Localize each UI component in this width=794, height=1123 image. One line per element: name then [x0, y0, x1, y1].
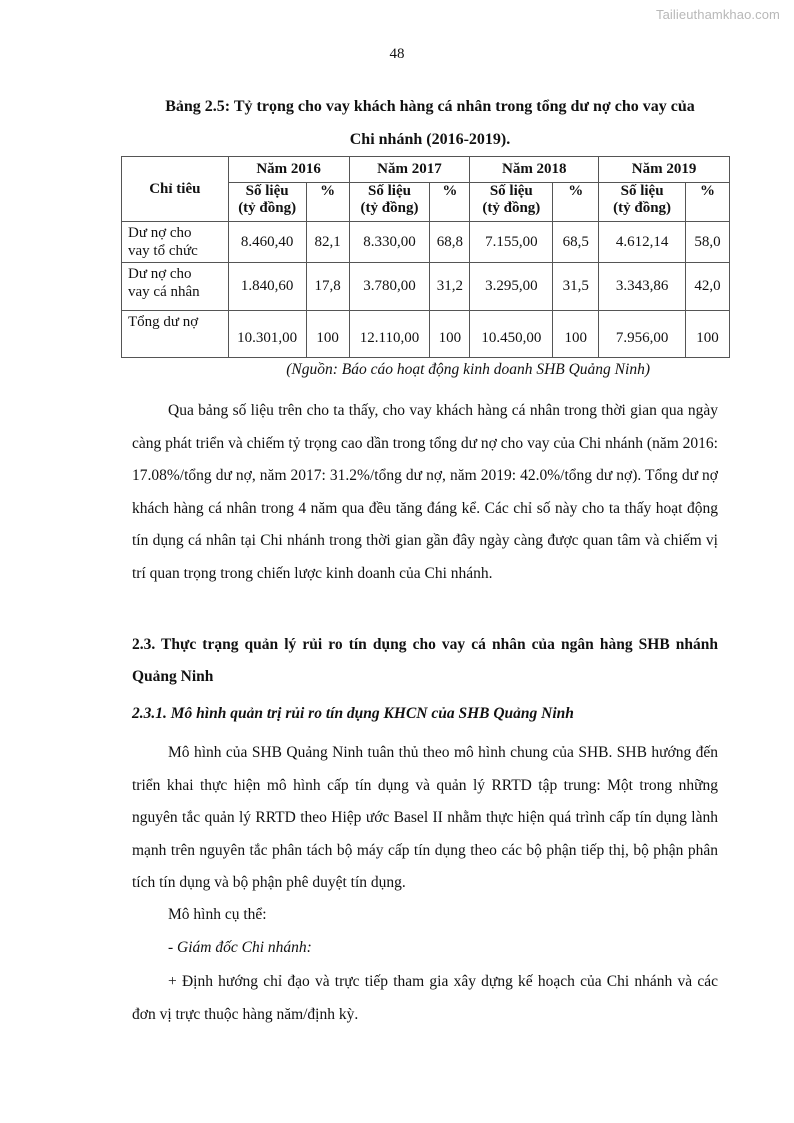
paragraph-model-detail: Mô hình cụ thể:	[168, 906, 267, 923]
cell-value: 12.110,00	[349, 311, 430, 358]
cell-percent: 68,5	[553, 222, 599, 263]
header-percent: %	[430, 183, 470, 222]
header-value-line2: (tỷ đồng)	[360, 200, 419, 216]
header-indicator: Chỉ tiêu	[122, 157, 229, 222]
cell-percent: 31,2	[430, 263, 470, 311]
table-row	[122, 263, 730, 311]
header-percent: %	[553, 183, 599, 222]
row-label-line2: vay cá nhân	[128, 284, 200, 300]
table-row	[122, 222, 730, 263]
cell-percent: 100	[686, 311, 730, 358]
paragraph-model: Mô hình của SHB Quảng Ninh tuân thủ theo mô hình chung của SHB. SHB hướng đến triển khai thực hiện mô hình cấp tín dụng và quản lý RRTD tập trung: Một trong những nguyên tắc quản lý RRTD theo Hiệp ước Basel II nhằm thực hiện quá trình cấp tín dụng lành mạnh trên nguyên tắc phân tách bộ máy cấp tín dụng theo các bộ phận tiếp thị, bộ phận phân tích tín dụng và bộ phận phê duyệt tín dụng.	[132, 744, 718, 892]
cell-value: 3.295,00	[470, 263, 553, 311]
cell-value: 7.956,00	[599, 311, 686, 358]
cell-value: 8.460,40	[228, 222, 306, 263]
table-caption-line2: Chi nhánh (2016-2019).	[349, 131, 511, 148]
header-value-line1: Số liệu	[620, 183, 664, 199]
row-label-line1: Dư nợ cho	[128, 266, 192, 282]
subsection-heading: 2.3.1. Mô hình quản trị rủi ro tín dụng KHCN của SHB Quảng Ninh	[132, 705, 574, 722]
cell-percent: 31,5	[553, 263, 599, 311]
cell-value: 10.301,00	[228, 311, 306, 358]
header-percent: %	[686, 183, 730, 222]
row-label-line1: Dư nợ cho	[128, 225, 192, 241]
header-year-2019: Năm 2019	[599, 157, 730, 183]
cell-value: 7.155,00	[470, 222, 553, 263]
paragraph-analysis: Qua bảng số liệu trên cho ta thấy, cho vay khách hàng cá nhân trong thời gian qua ngày càng phát triển và chiếm tỷ trọng cao dần trong tổng dư nợ cho vay của Chi nhánh (năm 2016: 17.08%/tổng dư nợ, năm 2017: 31.2%/tổng dư nợ, năm 2019: 42.0%/tổng dư nợ). Tổng dư nợ khách hàng cá nhân trong 4 năm qua đều tăng đáng kể. Các chỉ số này cho ta thấy hoạt động tín dụng cá nhân tại Chi nhánh trong thời gian gần đây ngày càng được quan tâm và chiếm vị trí quan trọng trong chiến lược kinh doanh của Chi nhánh.	[132, 402, 718, 582]
cell-percent: 58,0	[686, 222, 730, 263]
table-caption	[120, 90, 740, 156]
row-label	[122, 222, 229, 263]
row-label-line2: vay tổ chức	[128, 243, 198, 259]
page-number: 48	[389, 46, 405, 62]
row-label: Tổng dư nợ	[122, 311, 229, 358]
cell-value: 4.612,14	[599, 222, 686, 263]
header-value-line2: (tỷ đồng)	[482, 200, 541, 216]
cell-percent: 68,8	[430, 222, 470, 263]
table-caption-line1: Bảng 2.5: Tỷ trọng cho vay khách hàng cá nhân trong tổng dư nợ cho vay của	[165, 98, 695, 115]
header-value-line1: Số liệu	[489, 183, 533, 199]
row-label	[122, 263, 229, 311]
table-header-row-years	[122, 157, 730, 183]
section-heading: 2.3. Thực trạng quản lý rủi ro tín dụng cho vay cá nhân của ngân hàng SHB nhánh Quảng Ninh	[132, 636, 718, 685]
table-row	[122, 311, 730, 358]
loan-share-table	[121, 156, 730, 358]
header-value-line2: (tỷ đồng)	[613, 200, 672, 216]
cell-percent: 82,1	[306, 222, 349, 263]
cell-percent: 100	[553, 311, 599, 358]
paragraph-director-duty: + Định hướng chỉ đạo và trực tiếp tham gia xây dựng kế hoạch của Chi nhánh và các đơn vị trực thuộc hàng năm/định kỳ.	[132, 973, 718, 1023]
table-source-note: (Nguồn: Báo cáo hoạt động kinh doanh SHB Quảng Ninh)	[286, 361, 650, 378]
header-year-2016: Năm 2016	[228, 157, 349, 183]
header-value-line1: Số liệu	[245, 183, 289, 199]
cell-percent: 17,8	[306, 263, 349, 311]
header-value	[470, 183, 553, 222]
header-year-2017: Năm 2017	[349, 157, 470, 183]
header-year-2018: Năm 2018	[470, 157, 599, 183]
cell-value: 3.780,00	[349, 263, 430, 311]
cell-value: 8.330,00	[349, 222, 430, 263]
header-value	[228, 183, 306, 222]
watermark: Tailieuthamkhao.com	[655, 7, 780, 22]
header-percent: %	[306, 183, 349, 222]
cell-percent: 100	[430, 311, 470, 358]
cell-percent: 42,0	[686, 263, 730, 311]
cell-value: 10.450,00	[470, 311, 553, 358]
header-value	[599, 183, 686, 222]
header-value-line2: (tỷ đồng)	[238, 200, 297, 216]
cell-value: 3.343,86	[599, 263, 686, 311]
cell-value: 1.840,60	[228, 263, 306, 311]
paragraph-director: - Giám đốc Chi nhánh:	[168, 939, 312, 956]
header-value	[349, 183, 430, 222]
header-value-line1: Số liệu	[368, 183, 411, 199]
cell-percent: 100	[306, 311, 349, 358]
